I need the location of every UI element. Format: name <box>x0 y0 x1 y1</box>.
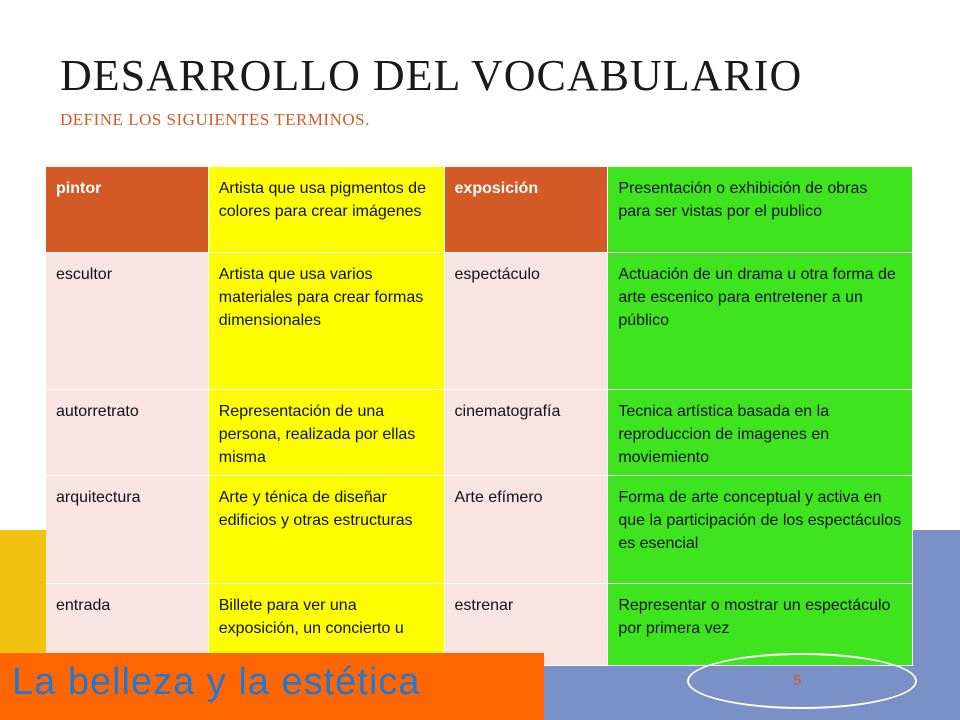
table-row <box>46 476 913 584</box>
term-cell: estrenar <box>444 584 608 666</box>
term-cell: autorretrato <box>46 390 208 476</box>
banner-text: La belleza y la estética <box>12 661 421 703</box>
term-cell: entrada <box>46 584 208 666</box>
term-cell: arquitectura <box>46 476 208 584</box>
term-cell: cinematografía <box>444 390 608 476</box>
definition-cell: Forma de arte conceptual y activa en que la participación de los espectáculos es esencial <box>608 476 913 584</box>
definition-cell: Billete para ver una exposición, un concierto u <box>208 584 444 666</box>
slide-subtitle: DEFINE LOS SIGUIENTES TERMINOS. <box>60 110 370 129</box>
table-row <box>46 253 913 390</box>
definition-cell: Artista que usa varios materiales para crear formas dimensionales <box>208 253 444 390</box>
definition-cell: Tecnica artística basada en la reproduccion de imagenes en moviemiento <box>608 390 913 476</box>
slide-title: DESARROLLO DEL VOCABULARIO <box>60 51 803 100</box>
vocabulary-table <box>46 167 913 666</box>
definition-cell: Presentación o exhibición de obras para ser vistas por el publico <box>608 167 913 253</box>
page-number: 5 <box>793 672 802 689</box>
definition-cell: Artista que usa pigmentos de colores para crear imágenes <box>208 167 444 253</box>
page-number-oval <box>687 653 917 709</box>
table-row <box>46 167 913 253</box>
term-cell: Arte efímero <box>444 476 608 584</box>
definition-cell: Representación de una persona, realizada por ellas misma <box>208 390 444 476</box>
definition-cell: Arte y ténica de diseñar edificios y otras estructuras <box>208 476 444 584</box>
term-cell: pintor <box>46 167 208 253</box>
term-cell: escultor <box>46 253 208 390</box>
term-cell: espectáculo <box>444 253 608 390</box>
table-row <box>46 390 913 476</box>
decorative-slate-band-right <box>912 530 960 720</box>
definition-cell: Actuación de un drama u otra forma de arte escenico para entretener a un público <box>608 253 913 390</box>
term-cell: exposición <box>444 167 608 253</box>
footer-banner <box>0 653 544 720</box>
definition-cell: Representar o mostrar un espectáculo por primera vez <box>608 584 913 666</box>
